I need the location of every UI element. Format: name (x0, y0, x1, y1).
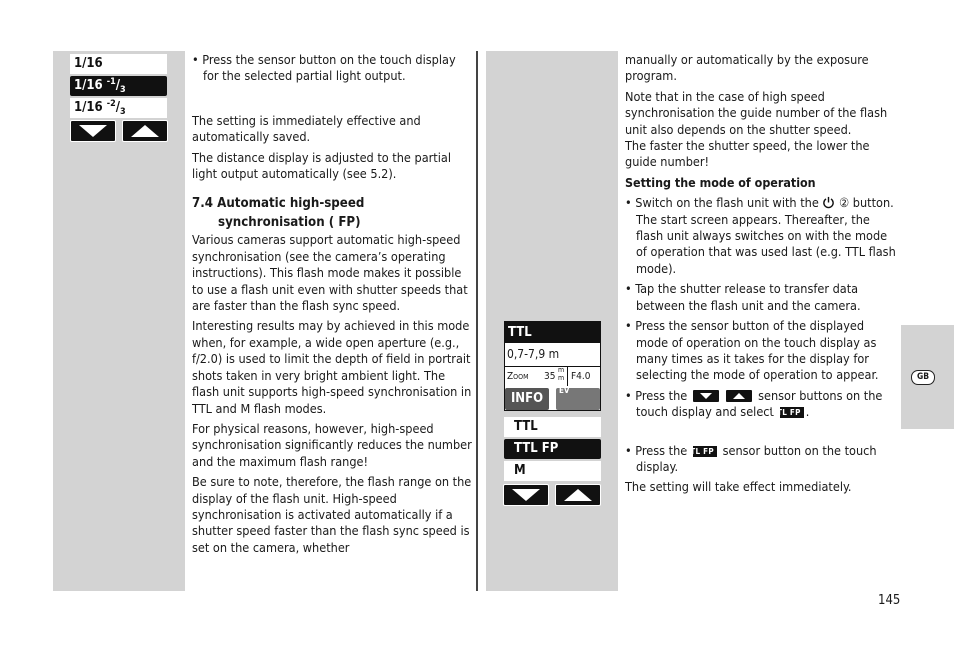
paragraph-flash-range: Be sure to note, therefore, the flash range on the display of the flash unit. High-speed synchronisation is activated automatically if a shutter speed faster than the flash sync speed is set on the camera, whether (192, 474, 472, 555)
paragraph-guide-number: Note that in the case of high speed synchronisation the guide number of the flash unit also depends on the shutter speed. (625, 88, 888, 137)
inline-ttl-fp-tag: TTL FP (780, 407, 804, 418)
inline-up-button (726, 390, 752, 402)
arrow-up-icon (131, 125, 159, 137)
paragraph-cameras: Various cameras support automatic high-speed synchronisation (see the camera’s operating instructions). This flash mode makes it possible to use a flash unit even with shutter speeds that are faster than the flash sync speed. (192, 232, 468, 314)
mode-up-button[interactable] (555, 484, 601, 506)
column-1-text (192, 52, 472, 560)
power-icon (822, 196, 835, 209)
bullet-press-sensor: • Press the sensor button on the touch display for the selected partial light output. (192, 52, 456, 84)
mode-m[interactable]: M (504, 461, 601, 481)
info-button[interactable]: INFO (505, 388, 549, 410)
paragraph-effect: The setting will take effect immediately. (625, 479, 852, 495)
zoom-unit-bottom: m (558, 374, 565, 382)
arrow-down-icon (79, 125, 107, 137)
mode-header[interactable]: TTL (505, 322, 600, 343)
flash-display (504, 321, 601, 411)
bullet-shutter-release: • Tap the shutter release to transfer data between the flash unit and the camera. (625, 281, 861, 313)
mode-ttl-fp[interactable]: TTL FP (504, 439, 601, 459)
bullet-switch-on: • Switch on the flash unit with the ② button. The start screen appears. Thereafter, the flash unit always switches on with the mode of operation that was used last (e.g. TTL flash mode). (625, 195, 896, 276)
column-2-text (625, 52, 897, 500)
partial-output-1-16-minus-third[interactable]: 1/16 $^{-1}/_3$ (70, 76, 167, 96)
zoom-label: Zoom (507, 371, 529, 382)
mode-down-button[interactable] (503, 484, 549, 506)
ev-label: EV (559, 386, 570, 395)
arrow-down-icon (700, 393, 712, 399)
range-readout: 0,7-7,9 m (507, 347, 560, 361)
language-badge: GB (911, 370, 935, 385)
arrow-up-icon (733, 393, 745, 399)
inline-ttl-fp-tag-2: TTL FP (693, 446, 717, 457)
arrow-down-icon (512, 489, 540, 501)
paragraph-exposure: manually or automatically by the exposure program. (625, 52, 869, 84)
bullet-sensor-mode: • Press the sensor button of the displayed mode of operation on the touch display as many times as it takes for the display for selecting the mode of operation to appear. (625, 318, 879, 383)
partial-output-1-16-minus-two-thirds[interactable]: 1/16 $^{-2}/_3$ (70, 98, 167, 118)
ev-button[interactable] (556, 388, 600, 410)
heading-mode: Setting the mode of operation (625, 174, 816, 190)
paragraph-saved: The setting is immediately effective and automatically saved. (192, 112, 421, 145)
up-button[interactable] (122, 120, 168, 142)
section-heading: 7.4 Automatic high-speed synchronisation ( FP) (192, 196, 365, 231)
arrow-up-icon (564, 489, 592, 501)
paragraph-faster: The faster the shutter speed, the lower the guide number! (625, 138, 870, 170)
bullet-arrows: • Press the sensor buttons on the touch display and select TTL FP . (625, 387, 883, 420)
inline-down-button (693, 390, 719, 402)
zoom-unit-top: m (558, 366, 565, 374)
page-number: 145 (878, 593, 901, 608)
language-tab (901, 325, 954, 429)
bullet-press-ttl-fp: • Press the TTL FP sensor button on the touch display. (625, 442, 877, 474)
paragraph-physical: For physical reasons, however, high-speed synchronisation significantly reduces the number and the maximum flash range! (192, 420, 472, 469)
down-button[interactable] (70, 120, 116, 142)
aperture-readout: F4.0 (571, 371, 591, 382)
column-divider (476, 51, 478, 591)
mode-ttl[interactable]: TTL (504, 417, 601, 437)
paragraph-distance: The distance display is adjusted to the partial light output automatically (see 5.2). (192, 149, 451, 182)
zoom-value: 35 (544, 371, 556, 382)
paragraph-results: Interesting results may by achieved in this mode when, for example, a wide open aperture (e.g., f/2.0) is used to limit the depth of field in portrait shots taken in very bright ambient light. The flash unit supports high-speed synchronisation in TTL and M flash modes. (192, 318, 472, 416)
partial-output-1-16[interactable]: 1/16 (70, 54, 167, 74)
